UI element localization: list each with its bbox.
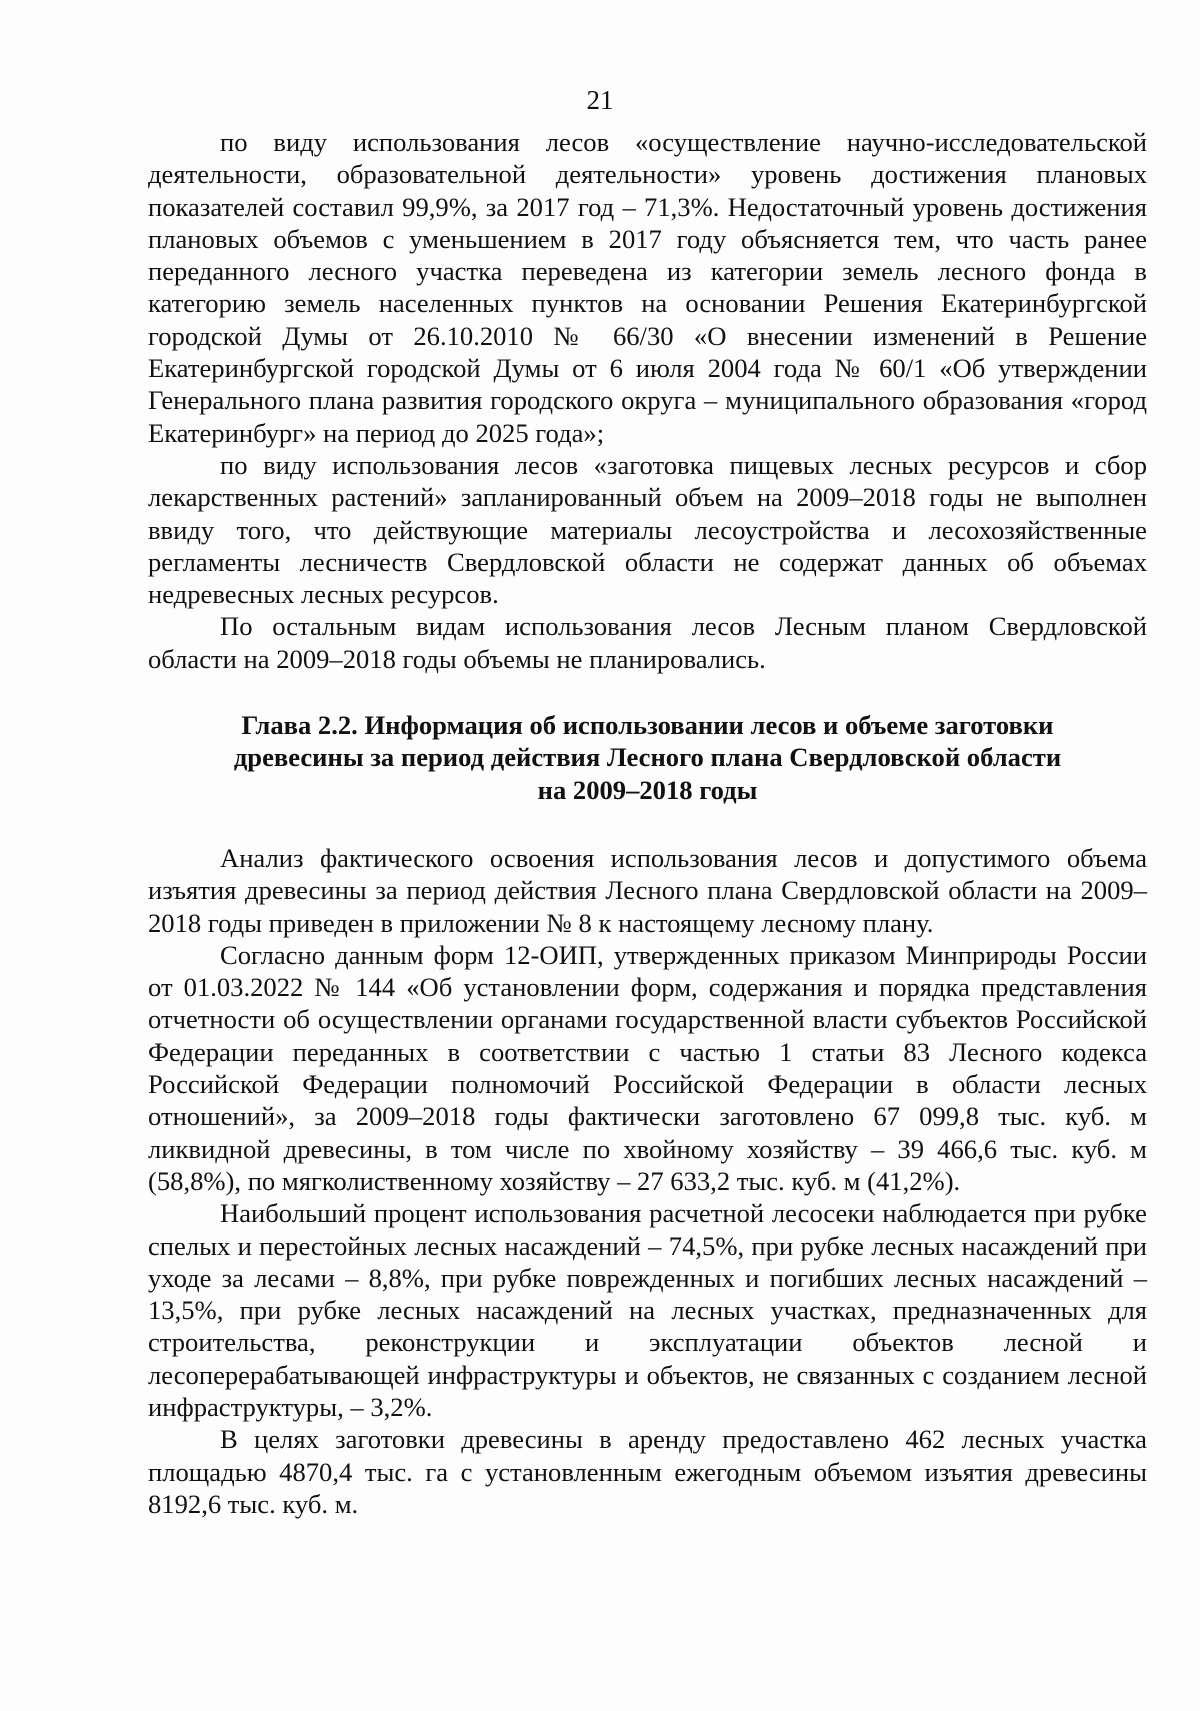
paragraph-food-resources: по виду использования лесов «заготовка пищевых лесных ресурсов и сбор лекарственных растений» запланированный объем на 2009–2018 годы не выполнен ввиду того, что действующие материалы лесоустройства и лесохозяйственные регламенты лесничеств Свердловской области не содержат данных об объемах недревесных лесных ресурсов.	[148, 449, 1147, 610]
page-content	[148, 126, 1147, 1520]
paragraph-cutting-percentages: Наибольший процент использования расчетной лесосеки наблюдается при рубке спелых и перестойных лесных насаждений – 74,5%, при рубке лесных насаждений при уходе за лесами – 8,8%, при рубке поврежденных и погибших лесных насаждений – 13,5%, при рубке лесных насаждений на лесных участках, предназначенных для строительства, реконструкции и эксплуатации объектов лесной и лесоперерабатывающей инфраструктуры и объектов, не связанных с созданием лесной инфраструктуры, – 3,2%.	[148, 1198, 1147, 1422]
paragraph-research-use: по виду использования лесов «осуществление научно-исследовательской деятельности, образовательной деятельности» уровень достижения плановых показателей составил 99,9%, за 2017 год – 71,3%. Недостаточный уровень достижения плановых объемов с уменьшением в 2017 году объясняется тем, что часть ранее переданного лесного участка переведена из категории земель лесного фонда в категорию земель населенных пунктов на основании Решения Екатеринбургской городской Думы от 26.10.2010 № 66/30 «О внесении изменений в Решение Екатеринбургской городской Думы от 6 июля 2004 года № 60/1 «Об утверждении Генерального плана развития городского округа – муниципального образования «город Екатеринбург» на период до 2025 года»;	[148, 127, 1147, 448]
paragraph-other-uses: По остальным видам использования лесов Лесным планом Свердловской области на 2009–2018 годы объемы не планировались.	[148, 611, 1147, 674]
paragraph-leased-plots: В целях заготовки древесины в аренду предоставлено 462 лесных участка площадью 4870,4 тыс. га с установленным ежегодным объемом изъятия древесины 8192,6 тыс. куб. м.	[148, 1424, 1147, 1519]
chapter-heading-line: Глава 2.2. Информация об использовании лесов и объеме заготовки	[241, 710, 1054, 741]
paragraph-analysis: Анализ фактического освоения использования лесов и допустимого объема изъятия древесины за период действия Лесного плана Свердловской области на 2009–2018 годы приведен в приложении № 8 к настоящему лесному плану.	[148, 842, 1147, 938]
chapter-heading	[148, 709, 1147, 806]
chapter-heading-line: на 2009–2018 годы	[537, 774, 758, 805]
paragraph-12oip-data: Согласно данным форм 12-ОИП, утвержденных приказом Минприроды России от 01.03.2022 № 144 «Об установлении форм, содержания и порядка представления отчетности об осуществлении органами государственной власти субъектов Российской Федерации переданных в соответствии с частью 1 статьи 83 Лесного кодекса Российской Федерации полномочий Российской Федерации в области лесных отношений», за 2009–2018 годы фактически заготовлено 67 099,8 тыс. куб. м ликвидной древесины, в том числе по хвойному хозяйству – 39 466,6 тыс. куб. м (58,8%), по мягколиственному хозяйству – 27 633,2 тыс. куб. м (41,2%).	[148, 939, 1147, 1196]
page-number: 21	[586, 85, 614, 115]
chapter-heading-line: древесины за период действия Лесного плана Свердловской области	[233, 742, 1062, 773]
